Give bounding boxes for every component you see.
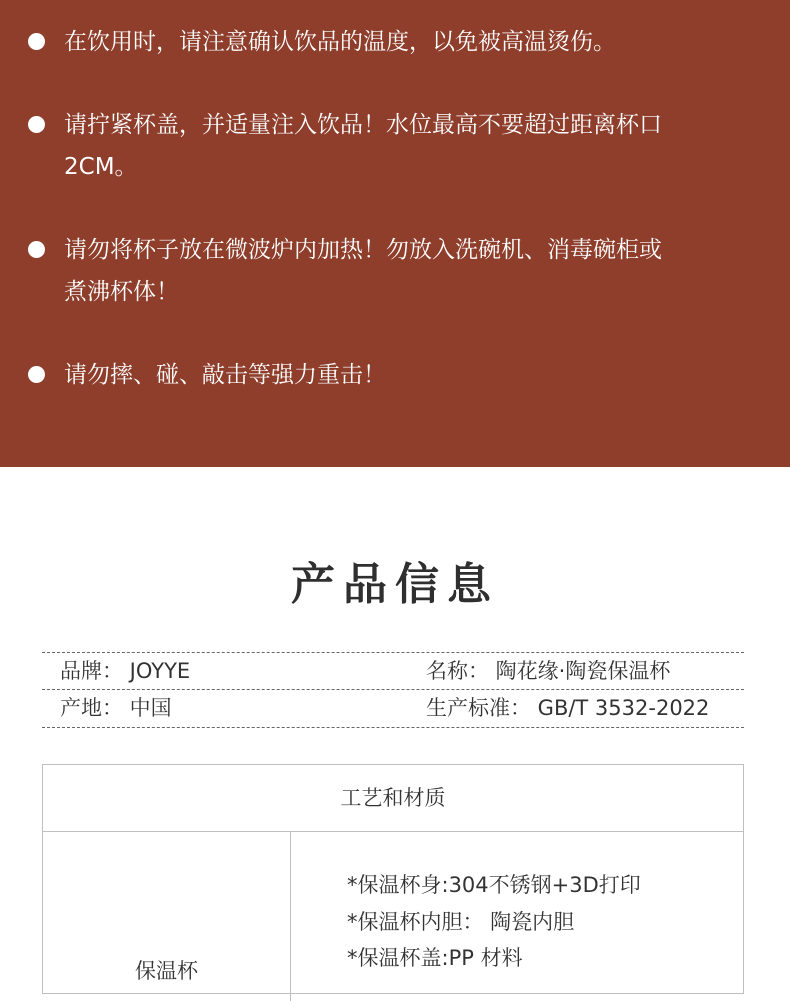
product-info-table — [42, 652, 744, 728]
standard-field: 生产标准： GB/T 3532-2022 — [426, 696, 710, 720]
material-item: *保温杯内胆： 陶瓷内胆 — [347, 909, 575, 934]
material-item: *保温杯盖:PP 材料 — [347, 946, 523, 970]
warning-text: 请拧紧杯盖，并适量注入饮品！水位最高不要超过距离杯口 2CM。 — [64, 112, 662, 180]
materials-table — [42, 764, 744, 994]
warning-text: 在饮用时，请注意确认饮品的温度，以免被高温烫伤。 — [64, 29, 616, 55]
name-field: 名称： 陶花缘·陶瓷保温杯 — [426, 659, 671, 683]
materials-header: 工艺和材质 — [43, 765, 743, 832]
warning-text: 请勿将杯子放在微波炉内加热！勿放入洗碗机、消毒碗柜或 煮沸杯体！ — [64, 237, 662, 305]
origin-field: 产地： 中国 — [60, 696, 172, 720]
warning-text: 请勿摔、碰、敲击等强力重击！ — [64, 362, 386, 388]
materials-list — [347, 867, 641, 977]
bullet-icon — [28, 366, 45, 383]
bullet-icon — [28, 241, 45, 258]
brand-field: 品牌： JOYYE — [60, 659, 191, 683]
material-item: *保温杯身:304不锈钢+3D打印 — [347, 873, 641, 897]
materials-row-label: 保温杯 — [135, 959, 198, 983]
column-divider — [290, 831, 291, 1001]
bullet-icon — [28, 116, 45, 133]
bullet-icon — [28, 33, 45, 50]
warning-panel — [0, 0, 790, 467]
divider — [42, 727, 744, 728]
product-info-title: 产品信息 — [291, 559, 499, 610]
